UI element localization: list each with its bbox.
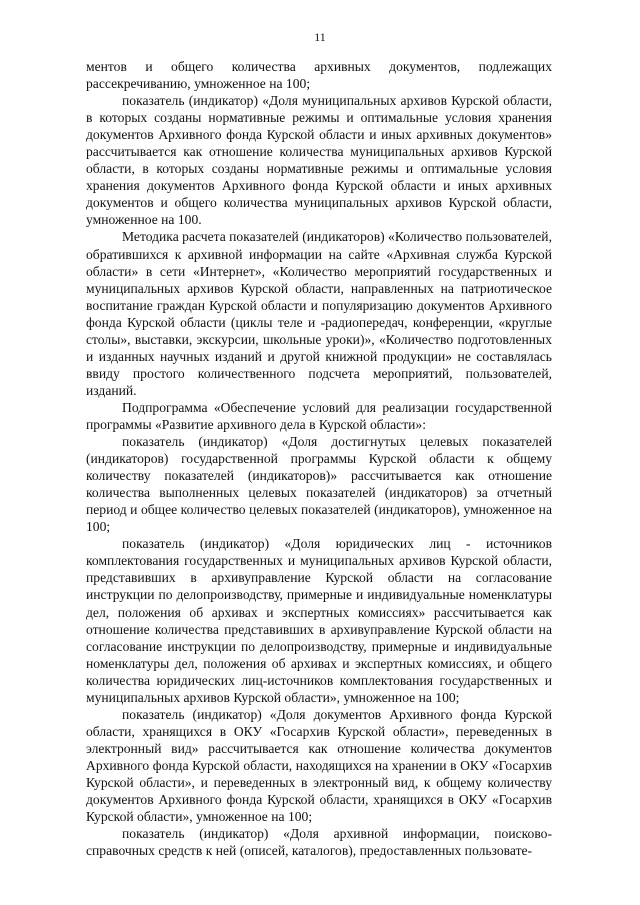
page-number: 11 xyxy=(314,30,326,44)
paragraph: показатель (индикатор) «Доля достигнутых целевых показателей (индикаторов) государственной программы Курской области к общему количеству показателей (индикаторов)» рассчитывается как отношение количества выполненных целевых показателей (индикаторов) за отчетный период и общее количество целевых показателей (индикаторов), умноженное на 100; xyxy=(86,434,552,535)
paragraph: показатель (индикатор) «Доля документов Архивного фонда Курской области, хранящихся в ОКУ «Госархив Курской области», переведенных в электронный вид» рассчитывается как отношение количества документов Архивного фонда Курской области, находящихся на хранении в ОКУ «Госархив Курской области», и переведенных в электронный вид, к общему количеству документов Архивного фонда Курской области, хранящихся в ОКУ «Госархив Курской области», умноженное на 100; xyxy=(86,706,552,825)
paragraph: Методика расчета показателей (индикаторов) «Количество пользователей, обратившихся к архивной информации на сайте «Архивная служба Курской области» в сети «Интернет», «Количество мероприятий государственных и муниципальных архивов Курской области, направленных на патриотическое воспитание граждан Курской области и популяризацию документов Архивного фонда Курской области (циклы теле и -радиопередач, конференции, «круглые столы», выставки, экскурсии, школьные уроки)», «Количество подготовленных и изданных научных изданий и другой книжной продукции» не составлялась ввиду простого количественного подсчета мероприятий, пользователей, изданий. xyxy=(86,229,552,398)
paragraph: показатель (индикатор) «Доля архивной информации, поисково-справочных средств к ней (описей, каталогов), предоставленных пользовате- xyxy=(86,826,552,859)
paragraph: Подпрограмма «Обеспечение условий для реализации государственной программы «Развитие архивного дела в Курской области»: xyxy=(86,399,552,432)
paragraph: ментов и общего количества архивных документов, подлежащих рассекречиванию, умноженное на 100; xyxy=(86,59,552,92)
paragraph: показатель (индикатор) «Доля юридических лиц - источников комплектования государственных и муниципальных архивов Курской области, представивших в архивуправление Курской области на согласование инструкции по делопроизводству, примерные и индивидуальные номенклатуры дел, положения об архивах и экспертных комиссиях» рассчитывается как отношение количества представивших в архивуправление Курской области на согласование инструкции по делопроизводству, примерные и индивидуальные номенклатуры дел, положения об архивах и экспертных комиссиях, и общего количества юридических лиц-источников комплектования государственных и муниципальных архивов Курской области», умноженное на 100; xyxy=(86,536,552,705)
document-body xyxy=(86,58,552,859)
paragraph: показатель (индикатор) «Доля муниципальных архивов Курской области, в которых созданы нормативные режимы и оптимальные условия хранения документов Архивного фонда Курской области и иных архивных документов» рассчитывается как отношение количества муниципальных архивов Курской области, в которых созданы нормативные режимы и оптимальные условия хранения документов Архивного фонда Курской области и иных архивных документов и общего количества муниципальных архивов Курской области, умноженное на 100. xyxy=(86,93,552,228)
